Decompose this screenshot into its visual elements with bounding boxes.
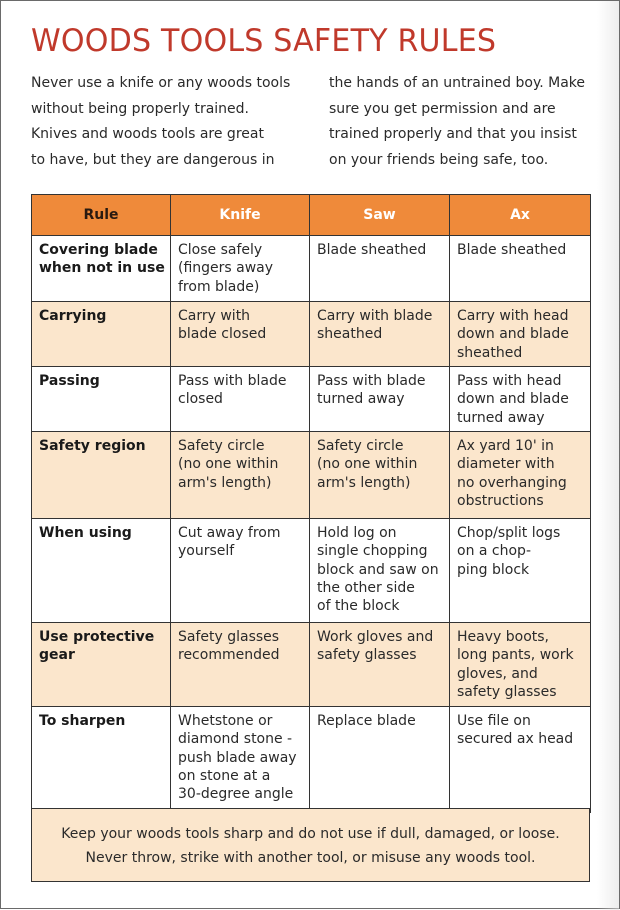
footer-line: Never throw, strike with another tool, or misuse any woods tool. — [85, 850, 536, 866]
cell-line: Whetstone or — [178, 713, 273, 729]
cell-line: turned away — [457, 409, 545, 426]
cell-line: (fingers away — [178, 260, 274, 277]
cell-line: safety glasses — [457, 683, 557, 700]
cell-line: closed — [178, 391, 223, 408]
footer-line: Keep your woods tools sharp and do not use if dull, damaged, or loose. — [61, 826, 560, 842]
cell-line: Heavy boots, — [457, 629, 549, 645]
knife-cell — [171, 623, 310, 707]
cell-line: Chop/split logs — [457, 525, 561, 541]
cell-line: Blade sheathed — [457, 242, 567, 258]
cell-line: diamond stone - — [178, 731, 293, 748]
cell-line: When using — [39, 525, 132, 541]
cell-line: Safety region — [39, 438, 146, 454]
cell-line: Passing — [39, 373, 100, 389]
cell-line: down and blade — [457, 391, 569, 408]
cell-line: blade closed — [178, 326, 267, 343]
cell-line: on stone at a — [178, 767, 271, 784]
cell-line: gear — [39, 647, 75, 664]
ax-cell — [450, 519, 591, 623]
knife-cell — [171, 236, 310, 302]
cell-line: Carry with head — [457, 308, 569, 324]
intro-line: to have, but they are dangerous in — [31, 151, 275, 168]
cell-line: ping block — [457, 561, 530, 578]
table-row — [32, 432, 591, 519]
cell-line: the other side — [317, 579, 415, 596]
cell-line: sheathed — [317, 326, 383, 343]
column-header-knife: Knife — [171, 195, 310, 236]
knife-cell — [171, 707, 310, 813]
saw-cell — [310, 623, 450, 707]
cell-line: Pass with blade — [317, 373, 426, 389]
cell-line: down and blade — [457, 326, 569, 343]
table-row — [32, 367, 591, 432]
cell-line: diameter with — [457, 456, 555, 473]
ax-cell — [450, 707, 591, 813]
table-row — [32, 302, 591, 367]
ax-cell — [450, 623, 591, 707]
cell-line: Safety glasses — [178, 629, 280, 645]
knife-cell — [171, 302, 310, 367]
saw-cell — [310, 367, 450, 432]
rule-cell — [32, 236, 171, 302]
intro-line: trained properly and that you insist — [329, 126, 577, 142]
cell-line: Carry with — [178, 308, 251, 324]
saw-cell — [310, 432, 450, 519]
table-row — [32, 519, 591, 623]
rule-cell — [32, 519, 171, 623]
intro-right-column — [329, 71, 599, 173]
cell-line: turned away — [317, 391, 405, 408]
cell-line: sheathed — [457, 344, 523, 361]
cell-line: (no one within — [317, 456, 418, 473]
rule-cell — [32, 302, 171, 367]
saw-cell — [310, 236, 450, 302]
footer-note — [31, 808, 590, 882]
rule-cell — [32, 623, 171, 707]
saw-cell — [310, 302, 450, 367]
cell-line: on a chop- — [457, 543, 531, 560]
table-row — [32, 236, 591, 302]
cell-line: To sharpen — [39, 713, 126, 729]
intro-line: on your friends being safe, too. — [329, 151, 549, 168]
ax-cell — [450, 302, 591, 367]
cell-line: Cut away from — [178, 525, 281, 541]
cell-line: Replace blade — [317, 713, 416, 729]
cell-line: no overhanging — [457, 474, 567, 491]
cell-line: 30-degree angle — [178, 786, 294, 803]
cell-line: Ax yard 10' in — [457, 438, 554, 454]
intro-line: sure you get permission and are — [329, 100, 556, 117]
page-edge-shadow — [597, 1, 619, 910]
cell-line: Carry with blade — [317, 308, 433, 324]
cell-line: yourself — [178, 543, 235, 560]
cell-line: Use file on — [457, 713, 531, 729]
cell-line: secured ax head — [457, 731, 574, 748]
column-header-ax: Ax — [450, 195, 591, 236]
cell-line: gloves, and — [457, 665, 538, 682]
cell-line: recommended — [178, 647, 280, 664]
knife-cell — [171, 367, 310, 432]
intro-line: without being properly trained. — [31, 100, 249, 117]
cell-line: long pants, work — [457, 647, 574, 664]
saw-cell — [310, 707, 450, 813]
cell-line: Safety circle — [317, 438, 404, 454]
safety-rules-table — [31, 194, 591, 813]
cell-line: of the block — [317, 598, 400, 615]
cell-line: obstructions — [457, 492, 544, 509]
cell-line: Use protective — [39, 629, 155, 645]
ax-cell — [450, 432, 591, 519]
cell-line: push blade away — [178, 749, 297, 766]
page-title: WOODS TOOLS SAFETY RULES — [31, 23, 497, 59]
ax-cell — [450, 367, 591, 432]
rule-cell — [32, 432, 171, 519]
cell-line: block and saw on — [317, 561, 439, 578]
table-header-row — [32, 195, 591, 236]
table-row — [32, 623, 591, 707]
table-row — [32, 707, 591, 813]
ax-cell — [450, 236, 591, 302]
cell-line: when not in use — [39, 260, 165, 277]
cell-line: arm's length) — [178, 474, 272, 491]
cell-line: Hold log on — [317, 525, 397, 541]
cell-line: Pass with blade — [178, 373, 287, 389]
intro-line: Never use a knife or any woods tools — [31, 75, 291, 91]
cell-line: Blade sheathed — [317, 242, 427, 258]
column-header-rule: Rule — [32, 195, 171, 236]
cell-line: from blade) — [178, 278, 260, 295]
cell-line: Safety circle — [178, 438, 265, 454]
saw-cell — [310, 519, 450, 623]
cell-line: Work gloves and — [317, 629, 434, 645]
cell-line: safety glasses — [317, 647, 417, 664]
intro-line: the hands of an untrained boy. Make — [329, 75, 586, 91]
cell-line: (no one within — [178, 456, 279, 473]
cell-line: Close safely — [178, 242, 263, 258]
intro-line: Knives and woods tools are great — [31, 126, 264, 142]
knife-cell — [171, 432, 310, 519]
cell-line: single chopping — [317, 543, 428, 560]
cell-line: arm's length) — [317, 474, 411, 491]
rule-cell — [32, 707, 171, 813]
intro-left-column — [31, 71, 301, 173]
cell-line: Pass with head — [457, 373, 562, 389]
column-header-saw: Saw — [310, 195, 450, 236]
cell-line: Covering blade — [39, 242, 158, 258]
knife-cell — [171, 519, 310, 623]
cell-line: Carrying — [39, 308, 107, 324]
rule-cell — [32, 367, 171, 432]
